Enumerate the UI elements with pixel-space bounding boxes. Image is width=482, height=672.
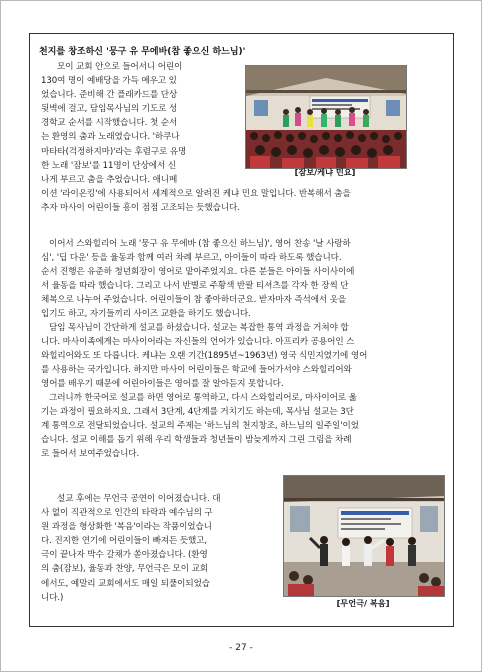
text-line: 다. 진지한 연기에 어린이들이 빠져든 듯했고, xyxy=(41,536,208,547)
text-line: 추자 마사이 어린이들 흥이 점점 고조되는 듯했습니다. xyxy=(41,203,240,214)
text-line: 담임 목사님이 간단하게 설교를 하셨습니다. 설교는 복잡한 통역 과정을 거쳐야 합 xyxy=(49,323,349,333)
text-line: 와힐리어와도 또 다릅니다. 케냐는 오랜 기간(1895년~1963년) 영국 식민지였기에 영어 xyxy=(41,351,368,362)
text-line: 이어서 스와힐리어 노래 '뭉구 유 무에바 (참 좋으신 하느님)', 영어 찬송 '날 사랑하 xyxy=(49,239,351,249)
text-line: 를 사용하는 국가입니다. 하지만 마사이 어린이들은 학교에 들어가서야 스와힐리어와 xyxy=(41,365,352,376)
text-line: 입기도 하고, 자기들끼리 사이즈 교환을 하기도 했습니다. xyxy=(41,309,251,320)
text-line: 설교 후에는 무언극 공연이 이어졌습니다. 대 xyxy=(57,494,221,504)
text-line: 뒷벽에 걸고, 담임목사님의 기도로 성 xyxy=(41,104,178,115)
photo-mime-gospel xyxy=(283,475,445,597)
text-line: 한 노래 '잠보'를 11명이 단상에서 신 xyxy=(41,160,177,171)
text-line: 나게 부르고 춤을 추었습니다. 애니메 xyxy=(41,174,178,185)
paragraph-4 xyxy=(41,391,359,461)
text-line: 니다.) xyxy=(41,592,64,603)
photo-jambo-dance xyxy=(245,65,407,169)
text-line: 서 율동을 따라 했습니다. 그리고 나서 반별로 주황색 반팔 티셔츠를 각자 한 장씩 단 xyxy=(41,281,349,292)
text-line: 사 없이 직관적으로 인간의 타락과 예수님의 구 xyxy=(41,508,213,519)
text-line: 는 환영의 춤과 노래였습니다. '하쿠나 xyxy=(41,132,180,143)
paragraph-2 xyxy=(41,237,354,322)
text-line: 심', '딥 다운' 등을 율동과 함께 여러 차례 부르고, 아이들이 따라 하도록 했습니다. xyxy=(41,253,342,264)
photo-caption-mime: [무언극/ 복음] xyxy=(336,598,390,608)
photo-jambo-image xyxy=(246,66,406,168)
paragraph-5 xyxy=(41,492,220,605)
text-line: 체복으로 나누어 주었습니다. 어린이들이 참 좋아하더군요. 받자마자 즉석에서 옷을 xyxy=(41,295,347,306)
text-line: 습니다. 설교 이해를 돕기 위해 우리 학생들과 청년들이 밤늦게까지 그린 그림을 차례 xyxy=(41,435,352,446)
text-line: 극이 끝나자 박수 갈채가 쏟아졌습니다. (환영 xyxy=(41,550,208,561)
text-line: 130여 명이 예배당을 가득 메우고 있 xyxy=(41,76,177,87)
text-line: 계 통역으로 전달되었습니다. 설교의 주제는 '하느님의 천지창조, 하느님의 일주일'이었 xyxy=(41,421,359,432)
text-line: 었습니다. 준비해 간 플래카드를 단상 xyxy=(41,90,178,101)
text-line: 이션 '라이온킹'에 사용되어서 세계적으로 알려진 케냐 민요 말입니다. 반복해서 춤을 xyxy=(41,189,351,199)
paragraph-3 xyxy=(41,321,367,391)
text-line: 에서도, 예말리 교회에서도 매일 되풀이되었습 xyxy=(41,578,210,589)
section-title: 천지를 창조하신 '뭉구 유 무에바(참 좋으신 하느님)' xyxy=(39,47,246,57)
text-line: 마타타(걱정하지마)'라는 후렴구로 유명 xyxy=(41,146,187,157)
paragraph-1-continued xyxy=(41,187,351,215)
text-line: 영어를 배우기 때문에 어린아이들은 영어를 잘 알아듣지 못합니다. xyxy=(41,379,284,390)
text-line: 모이 교회 안으로 들어서니 어린이 xyxy=(57,62,183,72)
photo-caption-jambo: [잠보/케냐 민요] xyxy=(294,167,356,177)
paragraph-1-wrap xyxy=(41,60,241,187)
text-line: 기는 과정이 필요하지요. 그래서 3단계, 4단계를 거치기도 하는데, 목사님 설교는 3단 xyxy=(41,407,354,418)
photo-mime-image xyxy=(284,476,444,596)
text-line: 의 춤(잠보), 율동과 찬양, 무언극은 모이 교회 xyxy=(41,564,208,575)
text-line: 순서 진행은 유준하 청년회장이 영어로 맡아주었지요. 다른 분들은 아이들 사이사이에 xyxy=(41,267,355,278)
text-line: 로 들어서 보여주었습니다. xyxy=(41,449,140,460)
text-line: 경학교 순서를 시작했습니다. 첫 순서 xyxy=(41,118,178,129)
text-line: 원 과정을 형상화한 '복음'이라는 작품이었습니 xyxy=(41,522,212,533)
text-line: 니다. 마사이족에게는 마사이어라는 자신들의 언어가 있습니다. 아프리카 공용어인 스 xyxy=(41,337,355,348)
page-number: - 27 - xyxy=(229,643,253,653)
text-line: 그러니까 한국어로 설교를 하면 영어로 통역하고, 다시 스와힐리어로, 마사이어로 옮 xyxy=(49,393,357,403)
